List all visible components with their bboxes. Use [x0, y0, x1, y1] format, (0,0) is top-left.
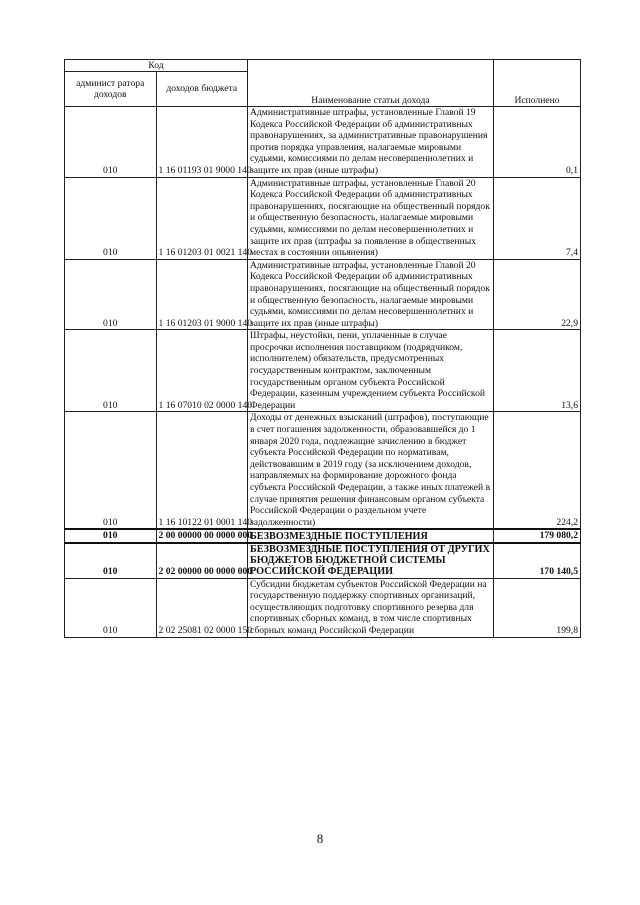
- table-row: [65, 578, 581, 637]
- executed-amount: 224,2: [494, 412, 581, 529]
- income-code: 1 16 01193 01 9000 140: [156, 107, 248, 178]
- income-name: БЕЗВОЗМЕЗДНЫЕ ПОСТУПЛЕНИЯ: [248, 529, 494, 543]
- admin-code: 010: [65, 412, 157, 529]
- income-name: БЕЗВОЗМЕЗДНЫЕ ПОСТУПЛЕНИЯ ОТ ДРУГИХ БЮДЖЕТОВ БЮДЖЕТНОЙ СИСТЕМЫ РОССИЙСКОЙ ФЕДЕРАЦИИ: [248, 543, 494, 578]
- table-row: [65, 107, 581, 178]
- admin-code: 010: [65, 578, 157, 637]
- page-number: 8: [316, 831, 324, 846]
- admin-code: 010: [65, 529, 157, 543]
- admin-code: 010: [65, 177, 157, 259]
- income-code: 1 16 01203 01 9000 140: [156, 259, 248, 330]
- table-row: [65, 330, 581, 412]
- admin-code: 010: [65, 259, 157, 330]
- admin-column-header: админист ратора доходов: [65, 72, 157, 107]
- admin-code: 010: [65, 107, 157, 178]
- name-column-header: Наименование статьи дохода: [248, 60, 494, 107]
- income-code: 2 02 00000 00 0000 000: [156, 543, 248, 578]
- executed-amount: 0,1: [494, 107, 581, 178]
- table-row: [65, 259, 581, 330]
- executed-amount: 170 140,5: [494, 543, 581, 578]
- executed-amount: 13,6: [494, 330, 581, 412]
- code-group-header: Код: [65, 60, 248, 72]
- executed-column-header: Исполнено: [494, 60, 581, 107]
- table-row-subtotal: [65, 543, 581, 578]
- executed-amount: 7,4: [494, 177, 581, 259]
- income-name: Административные штрафы, установленные Главой 20 Кодекса Российской Федерации об административных правонарушениях, посягающие на общественный порядок и общественную безопасность, налагаемые мировыми судьями, комиссиями по делам несовершеннолетних и защите их прав (иные штрафы): [248, 259, 494, 330]
- income-name: Субсидии бюджетам субъектов Российской Федерации на государственную поддержку спортивных организаций, осуществляющих подготовку спортивного резерва для спортивных сборных команд, в том числе спортивных сборных команд Российской Федерации: [248, 578, 494, 637]
- table-row: [65, 177, 581, 259]
- income-code: 2 02 25081 02 0000 150: [156, 578, 248, 637]
- executed-amount: 179 080,2: [494, 529, 581, 543]
- income-name: Штрафы, неустойки, пени, уплаченные в случае просрочки исполнения поставщиком (подрядчиком, исполнителем) обязательств, предусмотренных государственным контрактом, заключенным государственным органом субъекта Российской Федерации, казенным учреждением субъекта Российской Федерации: [248, 330, 494, 412]
- income-code: 2 00 00000 00 0000 000: [156, 529, 248, 543]
- executed-amount: 22,9: [494, 259, 581, 330]
- income-code: 1 16 01203 01 0021 140: [156, 177, 248, 259]
- income-code-column-header: доходов бюджета: [156, 72, 248, 107]
- budget-income-table: [64, 59, 581, 638]
- income-name: Доходы от денежных взысканий (штрафов), поступающие в счет погашения задолженности, образовавшейся до 1 января 2020 года, подлежащие зачислению в бюджет субъекта Российской Федерации по нормативам, действовавшим в 2019 году (за исключением доходов, направляемых на формирование дорожного фонда субъекта Российской Федерации, а также иных платежей в случае принятия решения финансовым органом субъекта Российской Федерации о раздельном учете задолженности): [248, 412, 494, 529]
- table-row-total: [65, 529, 581, 543]
- income-name: Административные штрафы, установленные Главой 20 Кодекса Российской Федерации об административных правонарушениях, посягающие на общественный порядок и общественную безопасность, налагаемые мировыми судьями, комиссиями по делам несовершеннолетних и защите их прав (штрафы за появление в общественных местах в состоянии опьянения): [248, 177, 494, 259]
- executed-amount: 199,8: [494, 578, 581, 637]
- admin-code: 010: [65, 330, 157, 412]
- income-code: 1 16 07010 02 0000 140: [156, 330, 248, 412]
- income-code: 1 16 10122 01 0001 140: [156, 412, 248, 529]
- table-header-row: [65, 60, 581, 72]
- income-name: Административные штрафы, установленные Главой 19 Кодекса Российской Федерации об административных правонарушениях, за административные правонарушения против порядка управления, налагаемые мировыми судьями, комиссиями по делам несовершеннолетних и защите их прав (иные штрафы): [248, 107, 494, 178]
- table-row: [65, 412, 581, 529]
- admin-code: 010: [65, 543, 157, 578]
